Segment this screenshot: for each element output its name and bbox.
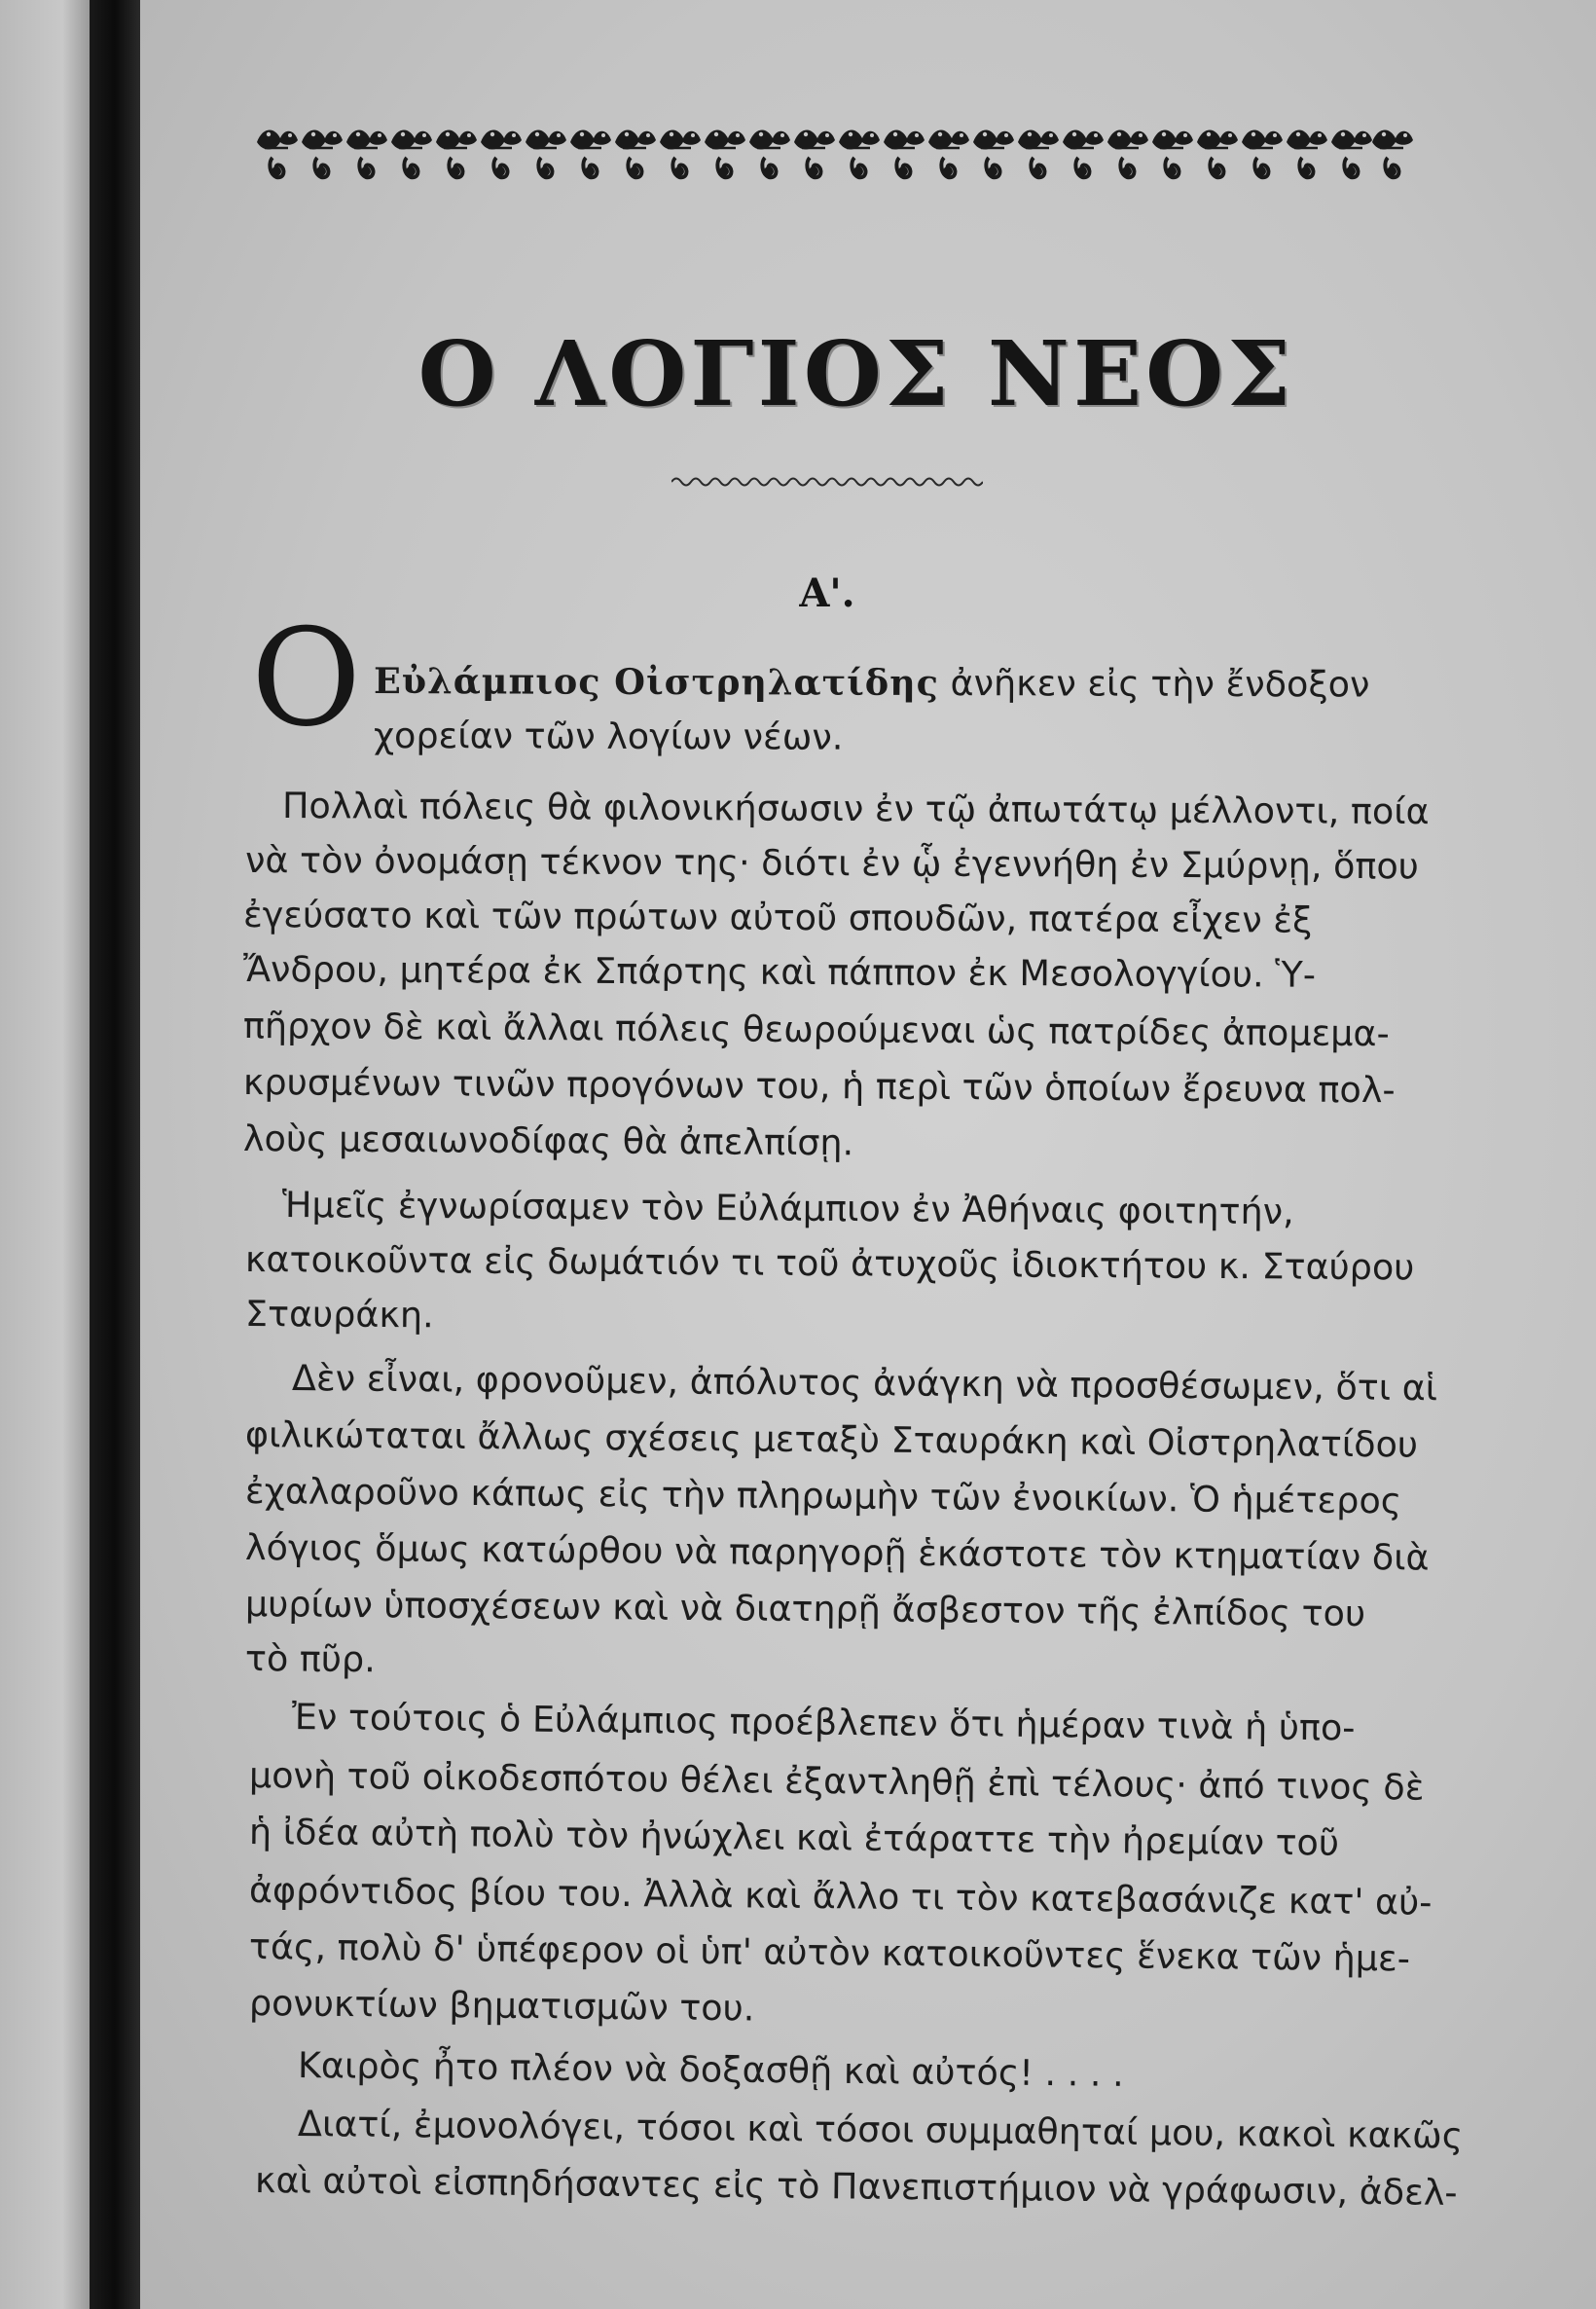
text-line: Δὲν εἶναι, φρονοῦμεν, ἀπόλυτος ἀνάγκη νὰ προσθέσωμεν, ὅτι αἱ	[291, 1357, 1438, 1410]
text-line: λόγιος ὅμως κατώρθου νὰ παρηγορῇ ἑκάστοτε τὸν κτηματίαν διὰ	[244, 1526, 1430, 1579]
page-title: Ο ΛΟΓΙΟΣ ΝΕΟΣ	[417, 321, 1295, 426]
text-line: νὰ τὸν ὀνομάσῃ τέκνον της· διότι ἐν ᾧ ἐγεννήθη ἐν Σμύρνῃ, ὅπου	[244, 839, 1419, 888]
text-line: τάς, πολὺ δ' ὑπέφερον οἱ ὑπ' αὐτὸν κατοικοῦντες ἕνεκα τῶν ἡμε-	[248, 1925, 1411, 1980]
text-line	[373, 660, 1370, 706]
protagonist-name: Εὐλάμπιος Οἰστρηλατίδης	[373, 660, 940, 705]
text-line: ρονυκτίων βηματισμῶν του.	[248, 1982, 755, 2030]
ornamental-header-band	[255, 123, 1413, 199]
text-line: ἐγεύσατο καὶ τῶν πρώτων αὐτοῦ σπουδῶν, πατέρα εἶχεν ἐξ	[242, 894, 1313, 941]
text-line: κατοικοῦντα εἰς δωμάτιόν τι τοῦ ἀτυχοῦς ἰδιοκτήτου κ. Σταύρου	[244, 1238, 1415, 1289]
ornament-row	[257, 129, 1413, 177]
text-line: φιλικώταται ἄλλως σχέσεις μεταξὺ Σταυράκη καὶ Οἰστρηλατίδου	[244, 1413, 1419, 1466]
text-line: Ἄνδρου, μητέρα ἐκ Σπάρτης καὶ πάππον ἐκ Μεσολογγίου. Ὑ-	[242, 948, 1317, 996]
book-gutter	[90, 0, 140, 2309]
text-line: τὸ πῦρ.	[244, 1637, 376, 1681]
wavy-divider	[671, 473, 983, 491]
text-line-fragment: ἀνῆκεν εἰς τὴν ἔνδοξον	[950, 662, 1370, 706]
section-heading: Α'.	[799, 570, 855, 616]
text-line: μυρίων ὑποσχέσεων καὶ νὰ διατηρῇ ἄσβεστον τῆς ἐλπίδος του	[244, 1583, 1366, 1635]
text-line: πῆρχον δὲ καὶ ἄλλαι πόλεις θεωρούμεναι ὡς πατρίδες ἀπομεμα-	[242, 1005, 1390, 1055]
text-line: Ἐν τούτοις ὁ Εὐλάμπιος προέβλεπεν ὅτι ἡμέραν τινὰ ἡ ὑπο-	[291, 1696, 1356, 1749]
drop-cap: Ο	[251, 600, 362, 756]
text-line: λοὺς μεσαιωνοδίφας θὰ ἀπελπίσῃ.	[242, 1118, 854, 1164]
text-line: κρυσμένων τινῶν προγόνων του, ἡ περὶ τῶν ὁποίων ἔρευνα πολ-	[242, 1061, 1396, 1112]
text-line: ἡ ἰδέα αὐτὴ πολὺ τὸν ἠνώχλει καὶ ἐτάραττε τὴν ἠρεμίαν τοῦ	[248, 1811, 1340, 1864]
text-line: Πολλαὶ πόλεις θὰ φιλονικήσωσιν ἐν τῷ ἀπωτάτῳ μέλλοντι, ποία	[281, 785, 1430, 833]
text-line: Καιρὸς ἦτο πλέον νὰ δοξασθῇ καὶ αὐτός! . . . .	[297, 2044, 1124, 2095]
text-line: Διατί, ἐμονολόγει, τόσοι καὶ τόσοι συμμαθηταί μου, κακοὶ κακῶς	[297, 2103, 1464, 2157]
text-line: ἀφρόντιδος βίου του. Ἀλλὰ καὶ ἄλλο τι τὸν κατεβασάνιζε κατ' αὐ-	[248, 1869, 1433, 1924]
text-line: Σταυράκη.	[244, 1293, 434, 1337]
facing-page-edge	[0, 0, 90, 2309]
text-line: καὶ αὐτοὶ εἰσπηδήσαντες εἰς τὸ Πανεπιστήμιον νὰ γράφωσιν, ἀδελ-	[254, 2159, 1458, 2214]
text-line: Ἡμεῖς ἐγνωρίσαμεν τὸν Εὐλάμπιον ἐν Ἀθήναις φοιτητήν,	[281, 1184, 1294, 1233]
text-line: ἐχαλαροῦνο κάπως εἰς τὴν πληρωμὴν τῶν ἐνοικίων. Ὁ ἡμέτερος	[244, 1470, 1402, 1522]
text-line: μονὴ τοῦ οἰκοδεσπότου θέλει ἐξαντληθῇ ἐπὶ τέλους· ἀπό τινος δὲ	[248, 1754, 1425, 1809]
text-line: χορείαν τῶν λογίων νέων.	[373, 715, 844, 758]
